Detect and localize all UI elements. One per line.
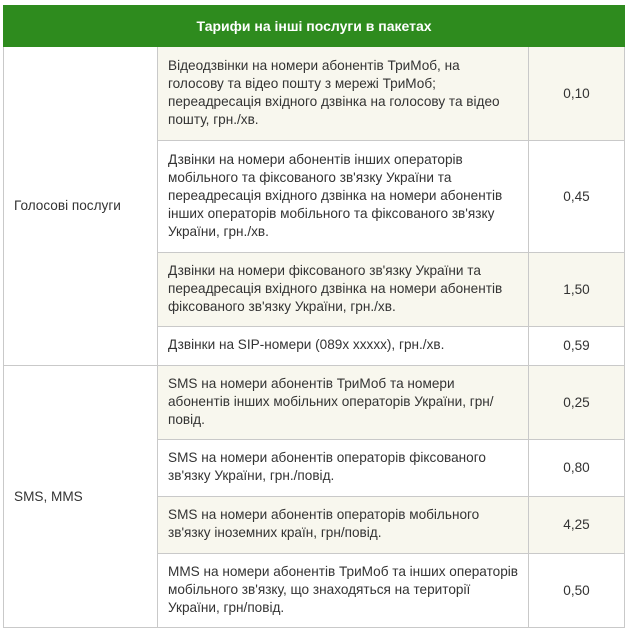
service-price: 1,50	[529, 253, 625, 327]
service-description: Відеодзвінки на номери абонентів ТриМоб, на голосову та відео пошту з мережі ТриМоб; переадресація вхідного дзвінка на голосову та відео пошту, грн./хв.	[158, 47, 529, 141]
group-label-sms-mms: SMS, MMS	[4, 366, 158, 628]
service-price: 0,80	[529, 440, 625, 497]
service-description: SMS на номери абонентів операторів мобільного зв'язку іноземних країн, грн/повід.	[158, 497, 529, 554]
service-description: MMS на номери абонентів ТриМоб та інших операторів мобільного зв'язку, що знаходяться на території України, грн/повід.	[158, 554, 529, 628]
table-row	[4, 366, 625, 440]
table-header-row	[4, 6, 625, 47]
service-price: 0,59	[529, 327, 625, 366]
service-description: Дзвінки на номери фіксованого зв'язку України та переадресація вхідного дзвінка на номери абонентів фіксованого зв'язку України, грн./хв.	[158, 253, 529, 327]
table-row	[4, 47, 625, 141]
service-price: 0,25	[529, 366, 625, 440]
tariff-table	[3, 5, 625, 628]
service-description: SMS на номери абонентів операторів фіксованого зв'язку України, грн./повід.	[158, 440, 529, 497]
service-price: 4,25	[529, 497, 625, 554]
service-price: 0,50	[529, 554, 625, 628]
service-description: Дзвінки на номери абонентів інших операторів мобільного та фіксованого зв'язку України та переадресація вхідного дзвінка на номери абонентів інших операторів мобільного та фіксованого зв'язку України, грн./хв.	[158, 141, 529, 253]
service-price: 0,10	[529, 47, 625, 141]
service-description: SMS на номери абонентів ТриМоб та номери абонентів інших мобільних операторів України, грн/повід.	[158, 366, 529, 440]
group-label-voice: Голосові послуги	[4, 47, 158, 366]
table-title: Тарифи на інші послуги в пакетах	[4, 6, 625, 47]
service-price: 0,45	[529, 141, 625, 253]
service-description: Дзвінки на SIP-номери (089x xxxxx), грн./хв.	[158, 327, 529, 366]
